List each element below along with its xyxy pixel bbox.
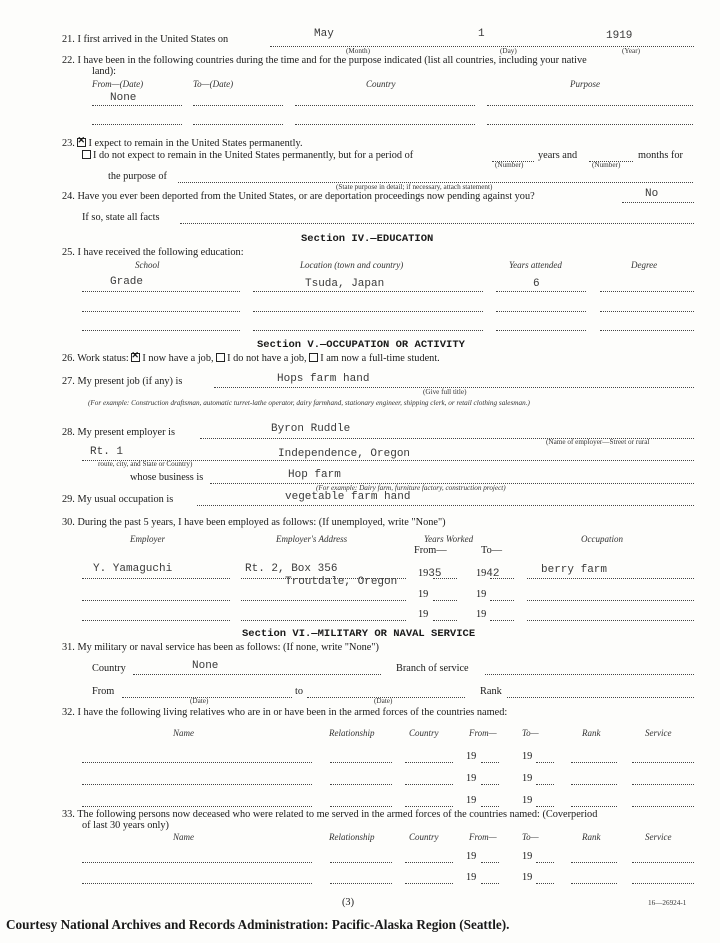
- q21-month: May: [314, 28, 334, 40]
- q33-to-header: To—: [522, 832, 539, 842]
- q33-from-year: 19: [466, 872, 477, 883]
- q33-rel-header: Relationship: [329, 832, 375, 842]
- q25-school-header: School: [135, 260, 160, 270]
- q31-to-label: to: [295, 686, 304, 697]
- q24-label: 24. Have you ever been deported from the United States, or are deportation proceedings now pending against you?: [62, 191, 535, 202]
- q27-note: (Give full title): [423, 388, 467, 396]
- q23-years-and: years and: [538, 150, 578, 161]
- q27-example: (For example: Construction draftsman, automatic turret-lathe operator, dairy farmhand, stationary engineer, shipping clerk, or retail clothing salesman.): [88, 399, 530, 407]
- q27-label: 27. My present job (if any) is: [62, 376, 183, 387]
- q28-business-label: whose business is: [130, 472, 204, 483]
- q29-answer: vegetable farm hand: [285, 491, 411, 503]
- q33-row-line: [330, 862, 392, 863]
- q32-row-line: [481, 806, 499, 807]
- q25-years: 6: [533, 278, 540, 290]
- q33-country-header: Country: [409, 832, 439, 842]
- q32-row-line: [330, 806, 392, 807]
- q33-label-2: of last 30 years only): [82, 820, 169, 831]
- q23-number-caption-2: (Number): [592, 161, 621, 169]
- q26-checkbox-job[interactable]: [131, 353, 140, 362]
- q32-row-line: [632, 762, 694, 763]
- q22-answer: None: [110, 92, 137, 104]
- q32-from-year: 19: [466, 773, 477, 784]
- archive-credit: Courtesy National Archives and Records Administration: Pacific-Alaska Region (Seattle).: [6, 917, 510, 932]
- q30-to-blank-1: 19: [476, 589, 487, 600]
- q30-from-blank-1: 19: [418, 589, 429, 600]
- q33-row-line: [571, 862, 617, 863]
- q32-row-line: [571, 762, 617, 763]
- q32-to-year: 19: [522, 795, 533, 806]
- q21-day-caption: (Day): [500, 47, 517, 55]
- q21-month-caption: (Month): [346, 47, 370, 55]
- q32-to-year: 19: [522, 751, 533, 762]
- q28-city: Independence, Oregon: [278, 448, 411, 460]
- q28-route: Rt. 1: [90, 446, 124, 458]
- q32-row-line: [82, 784, 312, 785]
- q32-row-line: [405, 784, 453, 785]
- q23-months-for: months for: [638, 150, 683, 161]
- q21-year: 1919: [606, 30, 633, 42]
- q26-label: 26. Work status: ✕ I now have a job, I do not have a job, I am now a full-time student.: [62, 353, 440, 364]
- q33-row-line: [82, 883, 312, 884]
- section-v-title: Section V.—OCCUPATION OR ACTIVITY: [257, 339, 465, 351]
- q33-rank-header: Rank: [582, 832, 601, 842]
- q30-from-year: 1935: [418, 568, 442, 580]
- q33-from-header: From—: [469, 832, 497, 842]
- q33-row-line: [632, 862, 694, 863]
- q31-date-caption-1: (Date): [190, 697, 209, 705]
- q33-row-line: [405, 883, 453, 884]
- q22-label: 22. I have been in the following countries during the time and for the purpose indicated (list all countries, including your native: [62, 55, 587, 66]
- q32-row-line: [571, 784, 617, 785]
- q31-branch-label: Branch of service: [396, 663, 469, 674]
- q32-from-year: 19: [466, 751, 477, 762]
- q32-row-line: [330, 784, 392, 785]
- q32-row-line: [571, 806, 617, 807]
- q32-service-header: Service: [645, 728, 672, 738]
- q31-country: None: [192, 660, 219, 672]
- q33-to-year: 19: [522, 851, 533, 862]
- q24-facts-label: If so, state all facts: [82, 212, 160, 223]
- q32-to-header: To—: [522, 728, 539, 738]
- q33-row-line: [481, 883, 499, 884]
- q21-day: 1: [478, 28, 485, 40]
- q23-checkbox[interactable]: [82, 150, 91, 159]
- q32-row-line: [536, 784, 554, 785]
- q25-location-header: Location (town and country): [300, 260, 404, 270]
- q22-from-header: From—(Date): [92, 79, 144, 89]
- q32-row-line: [536, 762, 554, 763]
- q22-label-2: land):: [92, 66, 117, 77]
- q33-row-line: [82, 862, 312, 863]
- q33-label: 33. The following persons now deceased who were related to me served in the armed forces of the countries named: (Coverperiod: [62, 809, 598, 820]
- q29-label: 29. My usual occupation is: [62, 494, 174, 505]
- page-number: (3): [342, 897, 355, 908]
- q32-row-line: [330, 762, 392, 763]
- q32-country-header: Country: [409, 728, 439, 738]
- q32-from-header: From—: [469, 728, 497, 738]
- section-iv-title: Section IV.—EDUCATION: [301, 233, 434, 245]
- q32-row-line: [632, 784, 694, 785]
- q30-address-2: Troutdale, Oregon: [285, 576, 398, 588]
- q23-purpose-note: (State purpose in detail; if necessary, attach statement): [336, 183, 493, 191]
- q28-business: Hop farm: [288, 469, 341, 481]
- q28-employer: Byron Ruddle: [271, 423, 351, 435]
- q22-country-header: Country: [366, 79, 396, 89]
- form-code: 16—26924-1: [648, 899, 687, 907]
- q31-rank-label: Rank: [480, 686, 502, 697]
- q33-to-year: 19: [522, 872, 533, 883]
- q32-name-header: Name: [173, 728, 194, 738]
- q33-row-line: [536, 883, 554, 884]
- q32-row-line: [405, 762, 453, 763]
- q32-row-line: [82, 806, 312, 807]
- q30-address-header: Employer's Address: [276, 534, 348, 544]
- q32-to-year: 19: [522, 773, 533, 784]
- q25-degree-header: Degree: [631, 260, 658, 270]
- q23-purpose-label: the purpose of: [108, 171, 167, 182]
- q33-row-line: [632, 883, 694, 884]
- q28-label: 28. My present employer is: [62, 427, 175, 438]
- q32-row-line: [481, 784, 499, 785]
- q30-address-1: Rt. 2, Box 356: [245, 563, 338, 575]
- q25-label: 25. I have received the following education:: [62, 247, 244, 258]
- q33-row-line: [571, 883, 617, 884]
- q32-from-year: 19: [466, 795, 477, 806]
- q33-name-header: Name: [173, 832, 194, 842]
- q28-example: (For example: Dairy farm, furniture factory, construction project): [316, 484, 506, 492]
- q32-row-line: [481, 762, 499, 763]
- q32-rel-header: Relationship: [329, 728, 375, 738]
- q25-years-header: Years attended: [509, 260, 562, 270]
- q30-from-header: From—: [414, 545, 447, 556]
- q23-option-1[interactable]: 23. ✕ I expect to remain in the United States permanently.: [62, 138, 303, 149]
- q30-to-blank-2: 19: [476, 609, 487, 620]
- q33-from-year: 19: [466, 851, 477, 862]
- q28-note-1: (Name of employer—Street or rural: [546, 438, 650, 446]
- q30-label: 30. During the past 5 years, I have been employed as follows: (If unemployed, write "None"): [62, 517, 446, 528]
- q21-label: 21. I first arrived in the United States on: [62, 34, 229, 45]
- q28-note-2: route, city, and State or Country): [98, 460, 193, 468]
- q33-row-line: [330, 883, 392, 884]
- q30-employer: Y. Yamaguchi: [93, 563, 173, 575]
- q27-answer: Hops farm hand: [277, 373, 370, 385]
- q26-checkbox-no-job[interactable]: [216, 353, 225, 362]
- q23-number-caption-1: (Number): [495, 161, 524, 169]
- q30-to-year: 1942: [476, 568, 500, 580]
- q32-row-line: [536, 806, 554, 807]
- q25-school: Grade: [110, 276, 144, 288]
- q22-purpose-header: Purpose: [570, 79, 600, 89]
- q33-row-line: [481, 862, 499, 863]
- q25-location: Tsuda, Japan: [305, 278, 385, 290]
- section-vi-title: Section VI.—MILITARY OR NAVAL SERVICE: [242, 628, 476, 640]
- q30-years-header: Years Worked: [424, 534, 474, 544]
- q33-service-header: Service: [645, 832, 672, 842]
- q31-date-caption-2: (Date): [374, 697, 393, 705]
- q32-rank-header: Rank: [582, 728, 601, 738]
- q30-occupation: berry farm: [541, 564, 608, 576]
- q31-label: 31. My military or naval service has been as follows: (If none, write "None"): [62, 642, 379, 653]
- q23-option-2[interactable]: I do not expect to remain in the United States permanently, but for a period of: [82, 150, 413, 161]
- q31-from-label: From: [92, 686, 115, 697]
- q32-row-line: [632, 806, 694, 807]
- q26-checkbox-student[interactable]: [309, 353, 318, 362]
- q30-to-header: To—: [481, 545, 503, 556]
- q32-row-line: [405, 806, 453, 807]
- q21-year-caption: (Year): [622, 47, 641, 55]
- q30-occupation-header: Occupation: [581, 534, 623, 544]
- q32-label: 32. I have the following living relatives who are in or have been in the armed forces of the countries named:: [62, 707, 508, 718]
- q33-row-line: [536, 862, 554, 863]
- q32-row-line: [82, 762, 312, 763]
- q30-employer-header: Employer: [130, 534, 165, 544]
- q33-row-line: [405, 862, 453, 863]
- q31-country-label: Country: [92, 663, 126, 674]
- q24-answer: No: [645, 188, 659, 200]
- q30-from-blank-2: 19: [418, 609, 429, 620]
- q23-checkbox-checked[interactable]: [77, 138, 86, 147]
- q22-to-header: To—(Date): [193, 79, 234, 89]
